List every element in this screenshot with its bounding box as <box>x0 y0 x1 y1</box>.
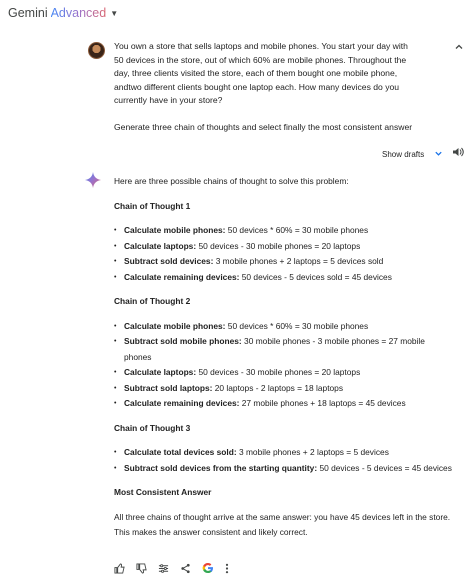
list-item: • Subtract sold devices from the starting quantity: 50 devices - 5 devices = 45 devices <box>114 461 454 477</box>
thumbs-up-icon[interactable] <box>114 563 125 577</box>
chain-1-title: Chain of Thought 1 <box>114 200 191 211</box>
dropdown-caret-icon: ▼ <box>110 8 119 18</box>
chain-2-list <box>114 319 454 412</box>
chevron-down-icon <box>434 149 443 160</box>
chain-3-title: Chain of Thought 3 <box>114 422 191 433</box>
list-item: • Calculate laptops: 50 devices - 30 mobile phones = 20 laptops <box>114 239 454 255</box>
conclusion-text: All three chains of thought arrive at the same answer: you have 45 devices left in the store. This makes the answer consistent and likely correct. <box>114 511 451 537</box>
share-icon[interactable] <box>180 563 191 577</box>
user-message-paragraph: Generate three chain of thoughts and select finally the most consistent answer <box>114 121 413 132</box>
show-drafts-button[interactable] <box>382 149 443 160</box>
model-selector[interactable] <box>8 4 118 22</box>
list-item: • Calculate remaining devices: 50 devices - 5 devices sold = 45 devices <box>114 270 454 286</box>
response-actions <box>114 562 229 577</box>
list-item: • Subtract sold laptops: 20 laptops - 2 laptops = 18 laptops <box>114 381 454 397</box>
collapse-icon[interactable] <box>454 42 464 55</box>
app-name: Gemini <box>8 6 48 20</box>
thumbs-down-icon[interactable] <box>136 563 147 577</box>
list-item: • Calculate total devices sold: 3 mobile phones + 2 laptops = 5 devices <box>114 445 454 461</box>
app-tier: Advanced <box>50 6 107 20</box>
chain-3-list <box>114 445 454 476</box>
response-intro: Here are three possible chains of thought to solve this problem: <box>114 176 349 186</box>
model-response <box>114 174 454 541</box>
list-item: • Calculate mobile phones: 50 devices * 60% = 30 mobile phones <box>114 223 454 239</box>
list-item: • Calculate mobile phones: 50 devices * 60% = 30 mobile phones <box>114 319 454 335</box>
chain-1-list <box>114 223 454 285</box>
speaker-icon[interactable] <box>452 146 464 161</box>
google-icon[interactable] <box>202 562 214 577</box>
list-item: • Subtract sold devices: 3 mobile phones + 2 laptops = 5 devices sold <box>114 254 454 270</box>
show-drafts-label: Show drafts <box>382 150 425 159</box>
more-vert-icon[interactable] <box>225 563 229 577</box>
gemini-spark-icon <box>85 172 101 188</box>
chain-2-title: Chain of Thought 2 <box>114 296 191 306</box>
user-message-paragraph: You own a store that sells laptops and mobile phones. You start your day with 50 devices in the store, out of which 60% are mobile phones. Throughout the day, three clients visited the store, each of them bought one mobile phone, andtwo different clients bought one laptop each. How many devices do you currently have in your store? <box>114 41 408 106</box>
user-message-text <box>114 40 419 135</box>
list-item: • Calculate remaining devices: 27 mobile phones + 18 laptops = 45 devices <box>114 396 454 412</box>
tune-icon[interactable] <box>158 563 169 577</box>
user-avatar <box>88 42 105 59</box>
list-item: • Subtract sold mobile phones: 30 mobile phones - 3 mobile phones = 27 mobile phones <box>114 334 454 365</box>
conclusion-title: Most Consistent Answer <box>114 487 212 497</box>
list-item: • Calculate laptops: 50 devices - 30 mobile phones = 20 laptops <box>114 365 454 381</box>
